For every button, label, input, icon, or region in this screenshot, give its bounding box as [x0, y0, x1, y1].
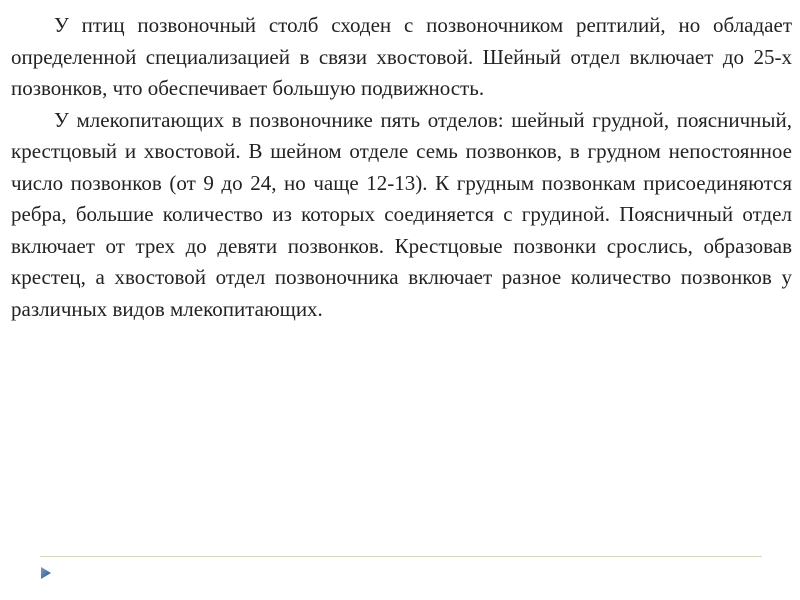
- paragraph-birds: У птиц позвоночный столб сходен с позвоночником рептилий, но обладает определенной специализацией в связи хвостовой. Шейный отдел включает до 25-х позвонков, что обеспечивает большую подвижность.: [11, 13, 792, 100]
- play-triangle-icon[interactable]: [39, 566, 53, 580]
- paragraph-mammals: У млекопитающих в позвоночнике пять отделов: шейный грудной, поясничный, крестцовый и хвостовой. В шейном отделе семь позвонков, в грудном непостоянное число позвонков (от 9 до 24, но чаще 12-13). К грудным позвонкам присоединяются ребра, большие количество из которых соединяется с грудиной. Поясничный отдел включает от трех до девяти позвонков. Крестцовые позвонки срослись, образовав крестец, а хвостовой отдел позвоночника включает разное количество позвонков у различных видов млекопитающих.: [11, 107, 792, 321]
- text-content: [11, 10, 792, 325]
- footer-divider: [40, 556, 762, 557]
